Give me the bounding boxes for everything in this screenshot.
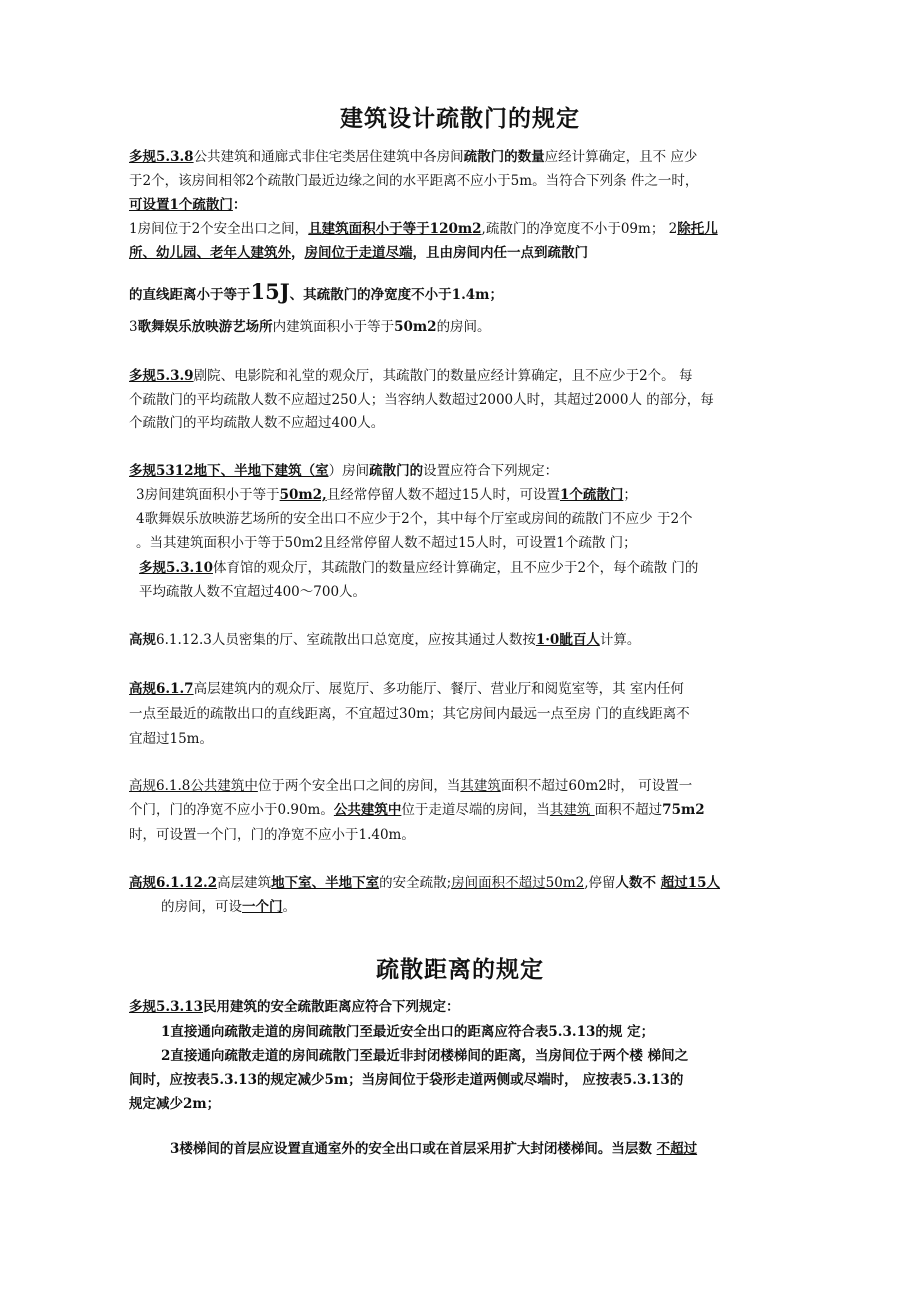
s3-text: 3房间建筑面积小于等于 xyxy=(136,487,280,503)
s3-text: 体育馆的观众厅，其疏散门的数量应经计算确定，且不应少于2个，每个疏散 门的 xyxy=(212,560,699,576)
s3-text: ； xyxy=(623,487,637,503)
title-evacuation-distance: 疏散距离的规定 xyxy=(376,957,544,983)
s2-line-2: 个疏散门的平均疏散人数不应超过250人；当容纳人数超过2000人时，其超过2000人 的部分，每 xyxy=(129,392,714,408)
s3-ref: 多规5312地下、半地下建筑（室 xyxy=(129,463,329,479)
s1-bold: 歌舞娱乐放映游艺场所 xyxy=(137,319,273,335)
s7-line-2 xyxy=(161,898,296,916)
s1-bold: 50m2 xyxy=(394,319,437,335)
s1-underline: 且建筑面积小于等于120m2 xyxy=(308,221,482,237)
s7-text: 的房间，可设 xyxy=(161,899,242,915)
s6-line-3: 时，可设置一个门，门的净宽不应小于1.40m。 xyxy=(129,827,415,843)
s1-large-text: 15J xyxy=(250,279,290,304)
s3-ref-2: 多规5.3.10 xyxy=(139,560,213,576)
s8-line-2: 1直接通向疏散走道的房间疏散门至最近安全出口的距离应符合表5.3.13的规 定； xyxy=(161,1024,655,1040)
s1-underline: 房间位于走道尽端 xyxy=(304,245,413,261)
s6-text: 位于两个安全出口之间的房间，当 xyxy=(257,778,461,794)
s1-text: ,疏散门的净宽度不小于09m； 2 xyxy=(481,221,678,237)
s8-line-4: 间时，应按表5.3.13的规定减少5m；当房间位于袋形走道两侧或尽端时， 应按表5.3.13的 xyxy=(129,1072,684,1088)
s7-underline: 地下室、半地下室 xyxy=(271,875,380,891)
s8-line-3: 2直接通向疏散走道的房间疏散门至最近非封闭楼梯间的距离，当房间位于两个楼 梯间之 xyxy=(161,1048,689,1064)
s3-line-1 xyxy=(129,462,558,480)
s1-underline: 所、幼儿园、老年人建筑外 xyxy=(129,245,291,261)
s1-text: ，且由房间内任一点到疏散门 xyxy=(412,245,588,261)
s6-text: 个门，门的净宽不应小于0.90m。 xyxy=(129,802,334,818)
s7-bold: 人数不 xyxy=(615,875,661,891)
s4-text: 计算。 xyxy=(599,632,641,648)
s7-underline: 一个门 xyxy=(242,899,283,915)
s1-text: 1房间位于2个安全出口之间， xyxy=(129,221,309,237)
s2-line-3: 个疏散门的平均疏散人数不应超过400人。 xyxy=(129,415,385,431)
s1-text: 的直线距离小于等于 xyxy=(129,287,251,303)
s2-line-1 xyxy=(129,367,692,385)
s4-text: 6.1.12.3人员密集的厅、室疏散出口总宽度，应按其通过人数按 xyxy=(156,632,536,648)
s3-line-4: 。当其建筑面积小于等于50m2且经常停留人数不超过15人时，可设置1个疏散 门； xyxy=(136,535,637,551)
s5-text: 高层建筑内的观众厅、展览厅、多功能厅、餐厅、营业厅和阅览室等，其 室内任何 xyxy=(193,681,684,697)
s6-line-2 xyxy=(129,801,705,819)
s1-text: 公共建筑和通廊式非住宅类居住建筑中各房间 xyxy=(193,149,464,165)
s3-text: 设置应符合下列规定： xyxy=(423,463,559,479)
s4-line-1 xyxy=(129,631,640,649)
s6-underline: 其建筑 xyxy=(549,802,595,818)
s1-bold: 疏散门的数量 xyxy=(463,149,545,165)
s8-line-6 xyxy=(170,1140,697,1158)
s3-bold: 疏散门的 xyxy=(369,463,424,479)
s3-line-6: 平均疏散人数不宜超过400～700人。 xyxy=(139,584,367,600)
s1-line-1 xyxy=(129,148,697,166)
s4-underline: 1·0眦百人 xyxy=(535,632,600,648)
s1-underline: 除托儿 xyxy=(677,221,718,237)
s1-text: ， xyxy=(291,245,305,261)
s1-text: 、其疏散门的净宽度不小于1.4m； xyxy=(289,287,503,303)
s5-line-3: 宜超过15m。 xyxy=(129,731,213,747)
s2-text: 剧院、电影院和礼堂的观众厅，其疏散门的数量应经计算确定，且不应少于2个。 每 xyxy=(193,368,693,384)
s5-ref: 高规6.1.7 xyxy=(129,681,194,697)
s6-underline: 其建筑 xyxy=(460,778,501,794)
s7-text: 的安全疏散; xyxy=(379,875,452,891)
s6-text: 面积不超过 xyxy=(594,802,663,818)
s8-text: 民用建筑的安全疏散距离应符合下列规定： xyxy=(202,999,460,1015)
s3-text: ）房间 xyxy=(328,463,370,479)
s6-bold: 75m2 xyxy=(662,802,705,818)
s1-text: 的房间。 xyxy=(436,319,491,335)
s1-text: 应经计算确定，且不 应少 xyxy=(544,149,698,165)
s3-line-2 xyxy=(136,486,637,504)
s1-line-5 xyxy=(129,244,588,262)
s1-line-2: 于2个，该房间相邻2个疏散门最近边缘之间的水平距离不应小于5m。当符合下列条 件之一时， xyxy=(129,173,699,189)
s7-text: ,停留 xyxy=(584,875,616,891)
s6-text: 位于走道尽端的房间，当 xyxy=(401,802,550,818)
s1-line-6 xyxy=(129,280,503,307)
s1-text: 3 xyxy=(129,319,138,335)
s4-ref: 高规 xyxy=(129,632,156,648)
s1-underline: 可设置1个疏散门 xyxy=(129,197,233,213)
s8-line-5: 规定减少2m； xyxy=(129,1096,221,1112)
s5-line-1 xyxy=(129,680,684,698)
s1-text: ： xyxy=(232,197,247,213)
s6-underline: 公共建筑中 xyxy=(333,802,402,818)
s8-underline: 不超过 xyxy=(656,1141,698,1157)
s6-text: 面积不超过60m2时， 可设置一 xyxy=(500,778,693,794)
s7-line-1 xyxy=(129,874,720,892)
s7-text: 。 xyxy=(282,899,296,915)
s2-ref: 多规5.3.9 xyxy=(129,368,194,384)
s8-ref: 多规5.3.13 xyxy=(129,999,203,1015)
s7-underline: 房间面积不超过50m2 xyxy=(451,875,585,891)
s3-line-3: 4歌舞娱乐放映游艺场所的安全出口不应少于2个，其中每个厅室或房间的疏散门不应少 于2个 xyxy=(136,511,693,527)
s3-line-5 xyxy=(139,559,698,577)
s5-line-2: 一点至最近的疏散出口的直线距离，不宜超过30m；其它房间内最远一点至房 门的直线距离不 xyxy=(129,706,690,722)
s1-ref: 多规5.3.8 xyxy=(129,149,194,165)
s8-text: 3楼梯间的首层应设置直通室外的安全出口或在首层采用扩大封闭楼梯间。当层数 xyxy=(170,1141,657,1157)
title-exit-doors: 建筑设计疏散门的规定 xyxy=(340,106,580,132)
s1-text: 内建筑面积小于等于 xyxy=(272,319,395,335)
s1-line-3 xyxy=(129,196,246,214)
s1-line-4 xyxy=(129,220,718,238)
s6-ref: 高规6.1.8公共建筑中 xyxy=(129,778,258,794)
s3-underline: 1个疏散门 xyxy=(559,487,624,503)
s8-line-1 xyxy=(129,998,459,1016)
s1-line-7 xyxy=(129,318,491,336)
s7-underline: 超过15人 xyxy=(660,875,721,891)
s7-text: 高层建筑 xyxy=(217,875,272,891)
s3-text: 且经常停留人数不超过15人时，可设置 xyxy=(326,487,560,503)
s3-underline: 50m2, xyxy=(279,487,327,503)
s6-line-1 xyxy=(129,777,692,795)
s7-ref: 高规6.1.12.2 xyxy=(129,875,218,891)
